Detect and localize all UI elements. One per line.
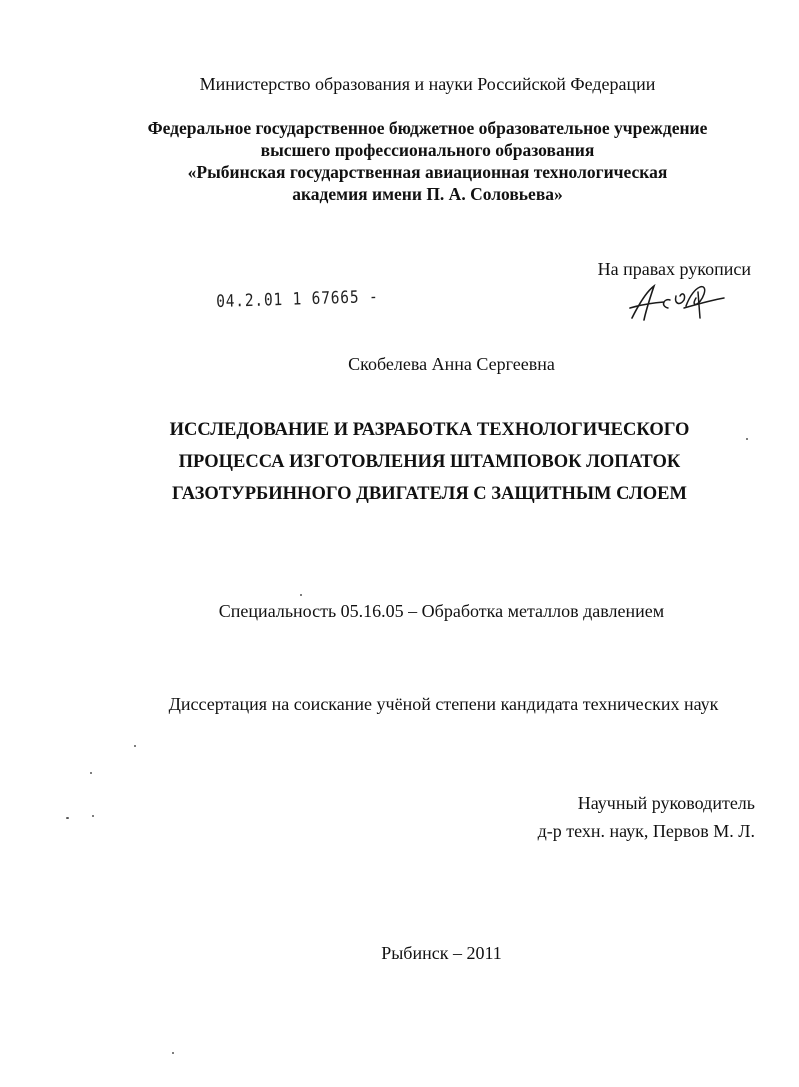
supervisor-block [538,789,755,845]
city-year: Рыбинск – 2011 [381,943,502,963]
scan-speck [90,772,92,774]
dissertation-title [30,414,799,510]
institution-line: академия имени П. А. Соловьева» [292,184,563,204]
institution-line: высшего профессионального образования [260,140,595,160]
scan-speck [134,745,136,747]
specialty-line: Специальность 05.16.05 – Обработка металлов давлением [218,601,665,621]
registration-stamp: 04.2.01 1 67665 - [216,287,379,312]
scan-speck [300,594,302,596]
institution-line: Федеральное государственное бюджетное образовательное учреждение [147,118,708,138]
ministry-heading: Министерство образования и науки Российской Федерации [199,74,656,94]
supervisor-name: д-р техн. наук, Первов М. Л. [537,821,755,841]
institution-line: «Рыбинская государственная авиационная технологическая [187,162,668,182]
scan-speck [172,1052,174,1054]
title-line: ПРОЦЕССА ИЗГОТОВЛЕНИЯ ШТАМПОВОК ЛОПАТОК [178,452,681,472]
title-line: ИССЛЕДОВАНИЕ И РАЗРАБОТКА ТЕХНОЛОГИЧЕСКОГО [169,420,690,440]
title-line: ГАЗОТУРБИННОГО ДВИГАТЕЛЯ С ЗАЩИТНЫМ СЛОЕМ [172,484,687,504]
author-name: Скобелева Анна Сергеевна [348,354,555,374]
manuscript-note: На правах рукописи [597,259,751,279]
degree-line: Диссертация на соискание учёной степени кандидата технических наук [168,694,719,714]
signature-icon [624,278,728,324]
supervisor-role: Научный руководитель [577,793,755,813]
scan-speck [92,815,94,817]
scan-speck [66,817,69,819]
institution-heading [28,117,799,205]
scan-speck [746,438,748,440]
